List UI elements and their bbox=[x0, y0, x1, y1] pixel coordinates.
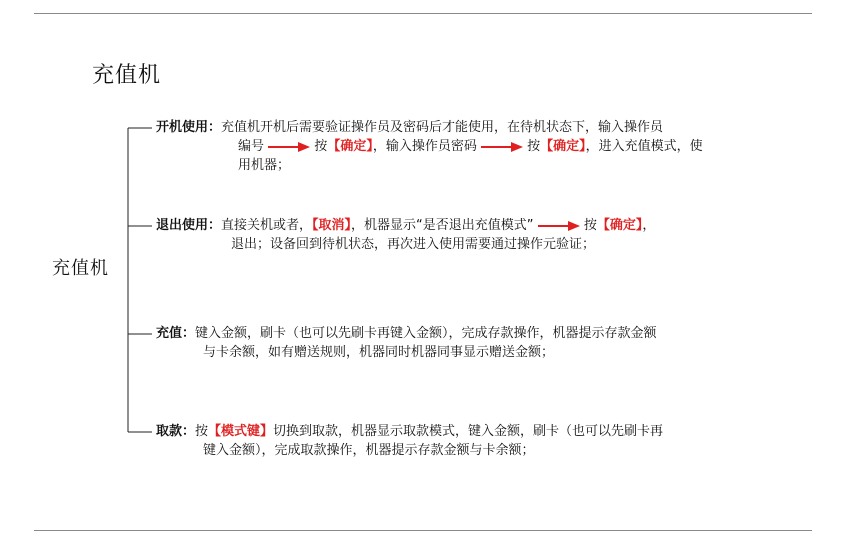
exit-text-1b: ，机器显示“是否退出充值模式” bbox=[351, 218, 534, 233]
startup-text-2c: ，输入操作员密码 bbox=[372, 139, 477, 154]
withdraw-text-1b: 切换到取款，机器显示取款模式，键入金额，刷卡（也可以先刷卡再 bbox=[273, 424, 664, 439]
withdraw-label: 取款： bbox=[156, 424, 196, 439]
confirm-key-label: 【确定】 bbox=[327, 139, 373, 154]
exit-line-1 bbox=[156, 216, 655, 236]
root-node-label: 充值机 bbox=[52, 258, 109, 279]
startup-text-1: 充值机开机后需要验证操作员及密码后才能使用，在待机状态下，输入操作员 bbox=[221, 120, 664, 135]
exit-text-2: 退出；设备回到待机状态，再次进入使用需要通过操作元验证； bbox=[231, 237, 596, 252]
mode-key-label: 【模式键】 bbox=[208, 424, 274, 439]
withdraw-line-1 bbox=[156, 422, 663, 442]
exit-line-2 bbox=[231, 235, 595, 255]
page-title: 充值机 bbox=[92, 63, 162, 88]
exit-label: 退出使用： bbox=[156, 218, 222, 233]
startup-label: 开机使用： bbox=[156, 120, 222, 135]
recharge-text-1: 键入金额，刷卡（也可以先刷卡再键入金额），完成存款操作，机器提示存款金额 bbox=[195, 326, 657, 341]
startup-text-2a: 编号 bbox=[238, 139, 265, 154]
startup-line-2 bbox=[238, 137, 703, 157]
startup-text-2d: 按 bbox=[527, 139, 541, 154]
withdraw-line-2 bbox=[203, 441, 535, 461]
recharge-text-2: 与卡余额，如有赠送规则，机器同时机器同事显示赠送金额； bbox=[203, 345, 555, 360]
recharge-line-2 bbox=[203, 343, 554, 363]
top-divider bbox=[34, 13, 812, 14]
withdraw-text-2: 键入金额），完成取款操作，机器提示存款金额与卡余额； bbox=[203, 443, 535, 458]
recharge-label: 充值： bbox=[156, 326, 196, 341]
startup-line-1 bbox=[156, 118, 663, 138]
startup-text-2e: ，进入充值模式，使 bbox=[585, 139, 703, 154]
exit-text-1d: ， bbox=[642, 218, 656, 233]
bottom-divider bbox=[34, 530, 812, 531]
red-arrow-icon bbox=[268, 142, 310, 152]
exit-text-1a: 直接关机或者， bbox=[221, 218, 313, 233]
red-arrow-icon bbox=[481, 142, 523, 152]
red-arrow-icon bbox=[538, 221, 580, 231]
recharge-line-1 bbox=[156, 324, 657, 344]
cancel-key-label: 【取消】 bbox=[312, 218, 352, 233]
exit-text-1c: 按 bbox=[583, 218, 597, 233]
confirm-key-label: 【确定】 bbox=[540, 139, 586, 154]
startup-text-2b: 按 bbox=[314, 139, 328, 154]
confirm-key-label: 【确定】 bbox=[596, 218, 643, 233]
startup-text-3: 用机器； bbox=[238, 158, 291, 173]
withdraw-text-1a: 按 bbox=[195, 424, 209, 439]
startup-line-3 bbox=[238, 156, 290, 176]
